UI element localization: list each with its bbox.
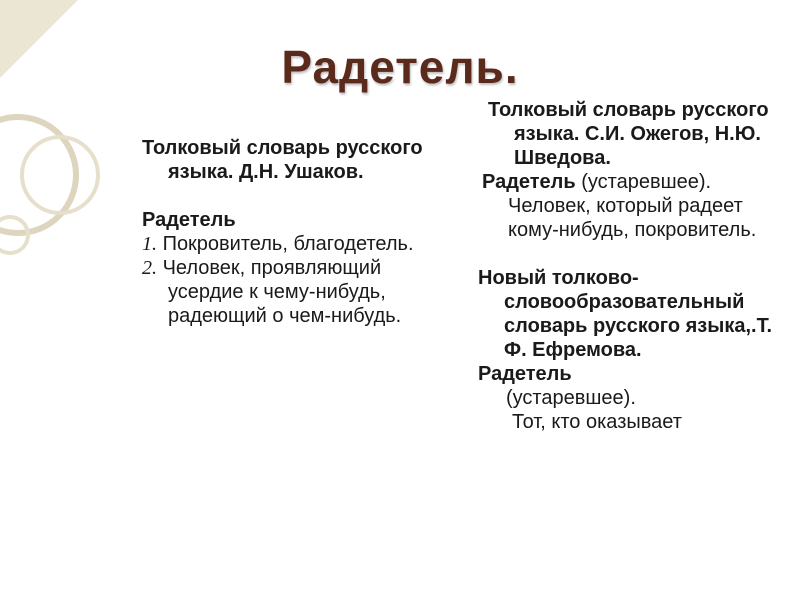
item-number: 2. xyxy=(142,257,157,279)
decorative-circles xyxy=(0,0,135,260)
slide-title: Радетель. xyxy=(281,41,519,93)
right-headword-1: Радетель xyxy=(482,171,576,193)
left-headword: Радетель xyxy=(142,209,236,231)
right-def-2: Тот, кто оказывает xyxy=(512,411,682,433)
right-headword-2: Радетель xyxy=(478,363,572,385)
item-text: Покровитель, благодетель. xyxy=(162,233,414,255)
right-source-1: Толковый словарь русского языка. С.И. Ожегов, Н.Ю. Шведова. xyxy=(488,99,769,169)
right-mark-2: (устаревшее). xyxy=(506,387,636,409)
left-item-1 xyxy=(142,232,442,256)
item-number: 1. xyxy=(142,233,157,255)
item-text: Человек, проявляющий усердие к чему-нибудь, радеющий о чем-нибудь. xyxy=(162,257,402,327)
left-item-2 xyxy=(142,256,442,328)
right-def-1-text: (устаревшее). Человек, который радеет кому-нибудь, покровитель. xyxy=(508,171,757,241)
right-definition-1 xyxy=(478,170,788,242)
left-source: Толковый словарь русского языка. Д.Н. Ушаков. xyxy=(142,137,423,183)
right-source-2: Новый толково-словообразовательный словарь русского языка,.Т. Ф. Ефремова. xyxy=(478,267,773,361)
left-column xyxy=(142,136,442,328)
right-column xyxy=(478,98,788,434)
